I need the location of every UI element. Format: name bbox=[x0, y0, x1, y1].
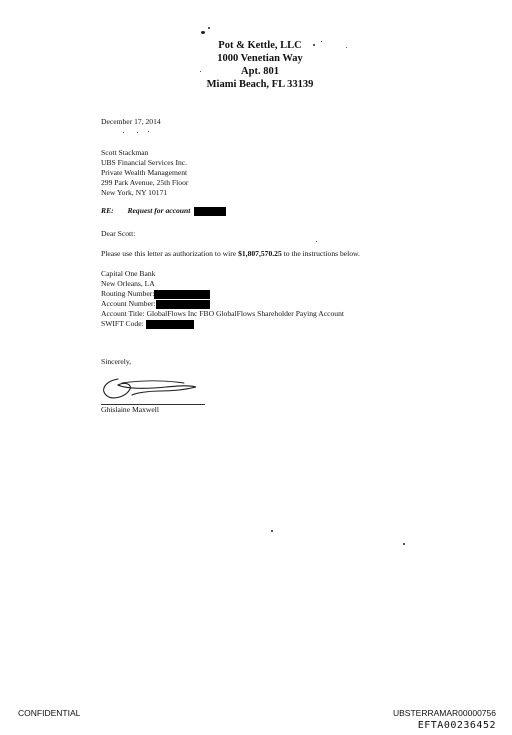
recipient-block bbox=[101, 148, 188, 198]
recipient-department: Private Wealth Management bbox=[101, 168, 188, 177]
scan-speck bbox=[123, 132, 124, 133]
confidential-label: CONFIDENTIAL bbox=[18, 708, 81, 718]
recipient-company: UBS Financial Services Inc. bbox=[101, 158, 188, 167]
closing: Sincerely, bbox=[101, 357, 132, 366]
letterhead-street: 1000 Venetian Way bbox=[217, 53, 303, 64]
subject-label: RE: bbox=[101, 206, 114, 215]
signer-name: Ghislaine Maxwell bbox=[101, 405, 159, 414]
recipient-address: 299 Park Avenue, 25th Floor bbox=[101, 178, 189, 187]
scan-speck bbox=[403, 543, 405, 545]
salutation: Dear Scott: bbox=[101, 229, 136, 238]
scan-speck bbox=[271, 530, 273, 532]
wire-bank: Capital One Bank bbox=[101, 269, 156, 278]
swift-label: SWIFT Code: bbox=[101, 319, 144, 328]
swift-row bbox=[101, 319, 344, 329]
letterhead-company: Pot & Kettle, LLC bbox=[218, 40, 302, 51]
routing-label: Routing Number: bbox=[101, 289, 155, 298]
scan-speck bbox=[316, 241, 317, 242]
redaction-box bbox=[194, 207, 226, 216]
account-row bbox=[101, 299, 344, 309]
account-title: Account Title: GlobalFlows Inc FBO GlobalFlows Shareholder Paying Account bbox=[101, 309, 344, 318]
body-paragraph bbox=[101, 249, 360, 259]
recipient-name: Scott Stackman bbox=[101, 148, 149, 157]
wire-instructions bbox=[101, 269, 344, 329]
redaction-box bbox=[146, 320, 194, 329]
bates-number: UBSTERRAMAR00000756 bbox=[393, 708, 496, 718]
routing-row bbox=[101, 289, 344, 299]
wire-amount: $1,807,570.25 bbox=[238, 249, 282, 258]
scan-speck bbox=[208, 27, 210, 29]
scan-speck bbox=[148, 131, 149, 132]
handwritten-signature bbox=[96, 371, 208, 407]
body-text-post: to the instructions below. bbox=[283, 249, 360, 258]
redaction-box bbox=[156, 300, 210, 309]
letterhead-apt: Apt. 801 bbox=[241, 66, 279, 77]
letterhead bbox=[160, 39, 360, 91]
redaction-box bbox=[154, 290, 210, 299]
efta-number: EFTA00236452 bbox=[417, 720, 496, 731]
subject-text: Request for account bbox=[127, 206, 191, 215]
wire-city: New Orleans, LA bbox=[101, 279, 155, 288]
account-label: Account Number: bbox=[101, 299, 156, 308]
recipient-city: New York, NY 10171 bbox=[101, 188, 168, 197]
scan-speck bbox=[137, 132, 138, 133]
scan-speck bbox=[201, 31, 205, 34]
letterhead-city: Miami Beach, FL 33139 bbox=[206, 79, 314, 90]
body-text-pre: Please use this letter as authorization to wire bbox=[101, 249, 237, 258]
subject-line bbox=[101, 206, 226, 216]
letter-date: December 17, 2014 bbox=[101, 117, 161, 126]
